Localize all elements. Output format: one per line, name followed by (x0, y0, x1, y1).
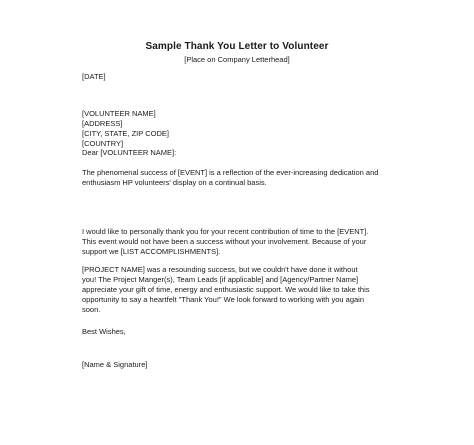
letter-title: Sample Thank You Letter to Volunteer (145, 41, 329, 52)
closing: Best Wishes, (82, 327, 126, 336)
recipient-address (82, 109, 402, 149)
address-line: [VOLUNTEER NAME] (82, 109, 156, 118)
paragraph-line: The phenomenal success of [EVENT] is a reflection of the ever-increasing dedication and (82, 168, 379, 177)
address-line: [ADDRESS] (82, 119, 123, 128)
paragraph-line: This event would not have been a success without your involvement. Because of your (82, 237, 367, 246)
address-line: [CITY, STATE, ZIP CODE] (82, 129, 169, 138)
paragraph-line: you! The Project Manger(s), Team Leads [if applicable] and [Agency/Partner Name] (82, 275, 359, 284)
paragraph-line: enthusiasm HP volunteers' display on a continual basis. (82, 178, 267, 187)
signature-placeholder: [Name & Signature] (82, 360, 148, 369)
paragraph-3 (82, 265, 402, 315)
date-line: [DATE] (82, 72, 106, 81)
paragraph-line: soon. (82, 305, 101, 314)
paragraph-2 (82, 227, 402, 257)
salutation: Dear [VOLUNTEER NAME]: (82, 148, 177, 157)
paragraph-line: appreciate your gift of time, energy and enthusiastic support. We would like to take this (82, 285, 370, 294)
address-line: [COUNTRY] (82, 139, 124, 148)
paragraph-line: support we [LIST ACCOMPLISHMENTS]. (82, 247, 221, 256)
paragraph-line: opportunity to say a heartfelt "Thank You!" We look forward to working with you again (82, 295, 365, 304)
paragraph-line: [PROJECT NAME] was a resounding success, but we couldn't have done it without (82, 265, 358, 274)
paragraph-line: I would like to personally thank you for your recent contribution of time to the [EVENT]. (82, 227, 369, 236)
paragraph-1 (82, 168, 402, 188)
letterhead-placeholder: [Place on Company Letterhead] (184, 55, 290, 64)
